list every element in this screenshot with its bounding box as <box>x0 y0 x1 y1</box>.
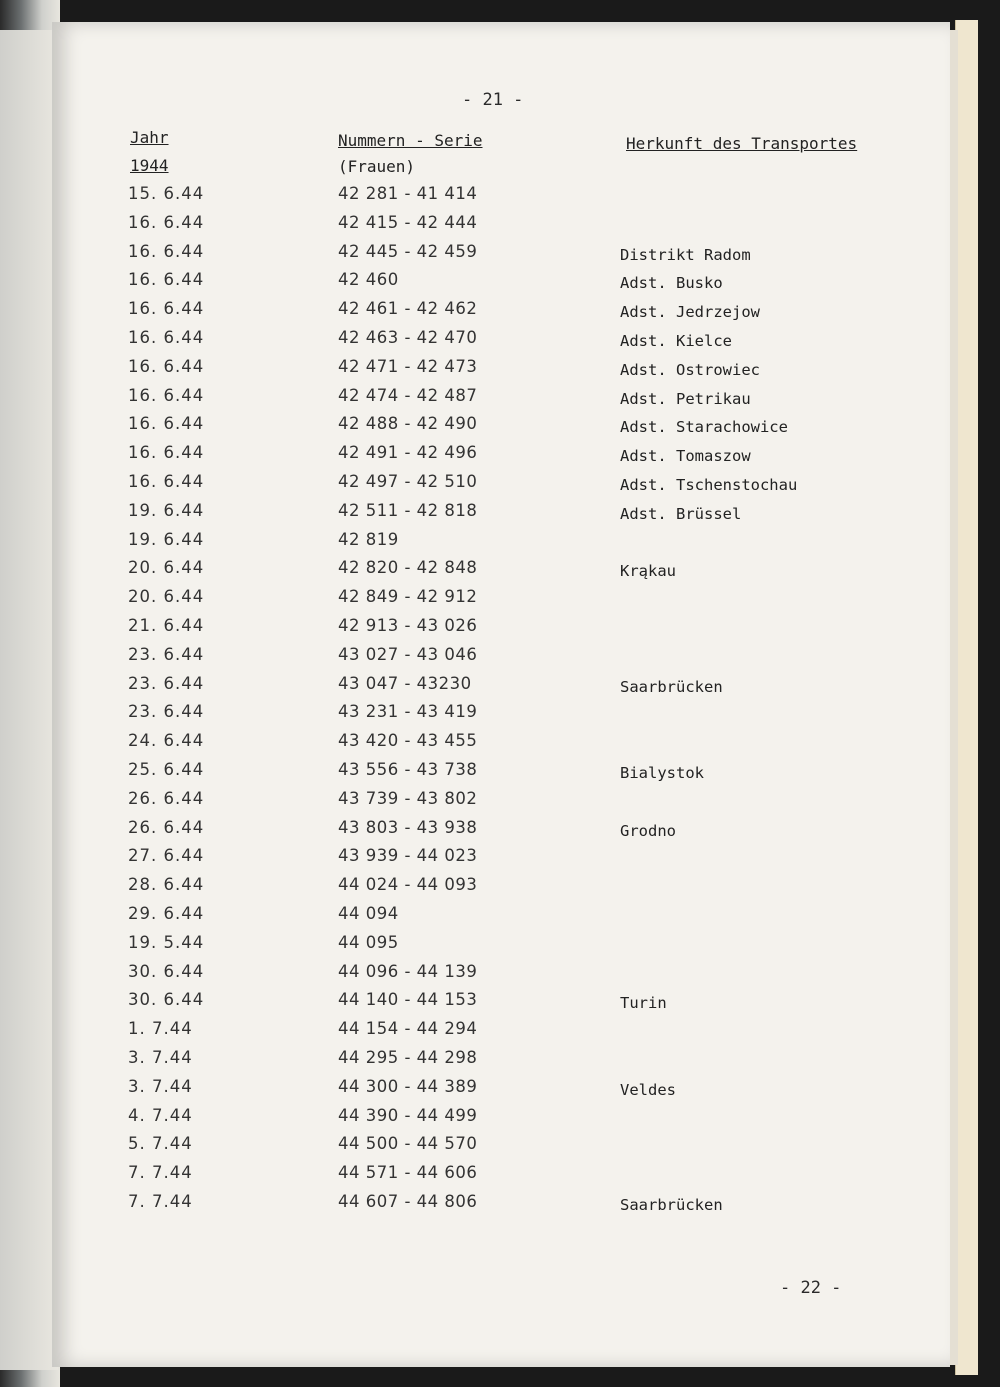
row-number-range: 42 461 - 42 462 <box>338 299 478 319</box>
table-row <box>0 789 1000 818</box>
table-row <box>0 587 1000 616</box>
table-row <box>0 760 1000 789</box>
table-row <box>0 299 1000 328</box>
row-number-range: 42 497 - 42 510 <box>338 472 478 491</box>
row-date: 20. 6.44 <box>128 558 205 578</box>
row-origin: Veldes <box>620 1080 676 1099</box>
row-date: 3. 7.44 <box>128 1076 193 1096</box>
row-number-range: 42 281 - 41 414 <box>338 184 478 203</box>
row-origin: Adst. Jedrzejow <box>620 303 760 322</box>
table-row <box>0 674 1000 703</box>
row-date: 30. 6.44 <box>128 961 205 981</box>
table-row <box>0 645 1000 674</box>
table-row <box>0 386 1000 415</box>
table-row <box>0 1192 1000 1221</box>
header-transport-origin: Herkunft des Transportes <box>626 134 858 153</box>
row-date: 16. 6.44 <box>128 299 205 319</box>
row-origin: Adst. Brüssel <box>620 504 742 523</box>
row-date: 19. 6.44 <box>128 500 205 520</box>
row-date: 16. 6.44 <box>128 356 205 376</box>
row-date: 21. 6.44 <box>128 616 205 635</box>
row-number-range: 42 820 - 42 848 <box>338 558 478 578</box>
row-number-range: 43 027 - 43 046 <box>338 644 478 664</box>
row-origin: Adst. Kielce <box>620 332 732 350</box>
row-origin: Saarbrücken <box>620 677 723 696</box>
row-date: 15. 6.44 <box>128 184 205 203</box>
header-women: (Frauen) <box>338 157 416 176</box>
row-number-range: 43 231 - 43 419 <box>338 702 478 722</box>
row-number-range: 44 154 - 44 294 <box>338 1019 478 1039</box>
row-number-range: 42 463 - 42 470 <box>338 328 478 347</box>
row-number-range: 42 460 <box>338 270 399 290</box>
row-date: 26. 6.44 <box>128 817 205 837</box>
row-date: 23. 6.44 <box>128 673 205 693</box>
row-number-range: 42 415 - 42 444 <box>338 212 478 232</box>
row-origin: Krąkau <box>620 562 676 581</box>
row-origin: Adst. Ostrowiec <box>620 360 760 379</box>
row-date: 16. 6.44 <box>128 212 205 232</box>
row-number-range: 42 511 - 42 818 <box>338 500 478 520</box>
table-row <box>0 904 1000 933</box>
table-row <box>0 933 1000 962</box>
row-date: 20. 6.44 <box>128 587 205 607</box>
row-number-range: 43 556 - 43 738 <box>338 760 478 779</box>
row-number-range: 43 739 - 43 802 <box>338 788 478 808</box>
row-date: 24. 6.44 <box>128 731 205 751</box>
row-number-range: 43 420 - 43 455 <box>338 731 478 751</box>
row-date: 16. 6.44 <box>128 414 205 434</box>
table-row <box>0 1048 1000 1077</box>
row-date: 16. 6.44 <box>128 385 205 405</box>
next-page-number: - 22 - <box>780 1278 842 1298</box>
table-row <box>0 472 1000 501</box>
row-origin: Adst. Tomaszow <box>620 447 751 466</box>
row-number-range: 42 488 - 42 490 <box>338 414 478 434</box>
row-date: 19. 5.44 <box>128 932 205 952</box>
row-date: 1. 7.44 <box>128 1019 193 1039</box>
row-number-range: 44 095 <box>338 932 399 952</box>
row-origin: Adst. Tschenstochau <box>620 476 798 494</box>
row-date: 19. 6.44 <box>128 529 205 549</box>
row-number-range: 43 939 - 44 023 <box>338 846 478 866</box>
row-date: 23. 6.44 <box>128 644 205 664</box>
table-row <box>0 818 1000 847</box>
row-origin: Saarbrücken <box>620 1196 723 1214</box>
table-row <box>0 558 1000 587</box>
row-number-range: 44 140 - 44 153 <box>338 990 478 1010</box>
table-row <box>0 702 1000 731</box>
row-date: 16. 6.44 <box>128 270 205 290</box>
table-row <box>0 213 1000 242</box>
page-number: - 21 - <box>462 90 524 110</box>
table-row <box>0 1077 1000 1106</box>
row-origin: Adst. Petrikau <box>620 389 751 408</box>
row-date: 7. 7.44 <box>128 1192 193 1211</box>
row-number-range: 44 295 - 44 298 <box>338 1048 478 1067</box>
row-origin: Distrikt Radom <box>620 245 751 264</box>
row-date: 3. 7.44 <box>128 1048 193 1067</box>
table-row <box>0 1134 1000 1163</box>
row-date: 23. 6.44 <box>128 702 205 722</box>
table-row <box>0 846 1000 875</box>
row-origin: Grodno <box>620 821 676 840</box>
table-row <box>0 270 1000 299</box>
row-date: 16. 6.44 <box>128 472 205 491</box>
row-number-range: 43 803 - 43 938 <box>338 817 478 837</box>
row-origin: Turin <box>620 994 667 1013</box>
table-row <box>0 242 1000 271</box>
header-year: Jahr <box>130 128 169 147</box>
row-date: 27. 6.44 <box>128 846 205 866</box>
row-number-range: 44 094 <box>338 904 399 923</box>
row-date: 16. 6.44 <box>128 443 205 463</box>
row-number-range: 44 571 - 44 606 <box>338 1163 478 1183</box>
table-row <box>0 990 1000 1019</box>
table-row <box>0 443 1000 472</box>
row-number-range: 42 471 - 42 473 <box>338 356 478 376</box>
row-origin: Bialystok <box>620 764 704 782</box>
row-number-range: 42 849 - 42 912 <box>338 587 478 607</box>
row-date: 26. 6.44 <box>128 788 205 808</box>
table-row <box>0 414 1000 443</box>
table-row <box>0 1106 1000 1135</box>
table-row <box>0 357 1000 386</box>
row-origin: Adst. Starachowice <box>620 418 788 437</box>
row-date: 5. 7.44 <box>128 1134 193 1154</box>
row-number-range: 42 474 - 42 487 <box>338 385 478 405</box>
row-date: 29. 6.44 <box>128 904 205 923</box>
table-row <box>0 962 1000 991</box>
row-number-range: 42 819 <box>338 529 399 549</box>
row-number-range: 44 390 - 44 499 <box>338 1105 478 1125</box>
header-number-series: Nummern - Serie <box>338 131 483 150</box>
row-origin: Adst. Busko <box>620 274 723 293</box>
row-date: 30. 6.44 <box>128 990 205 1010</box>
table-row <box>0 530 1000 559</box>
row-date: 28. 6.44 <box>128 875 205 895</box>
header-year-value: 1944 <box>130 156 169 175</box>
table-row <box>0 501 1000 530</box>
row-date: 16. 6.44 <box>128 328 205 347</box>
table-row <box>0 616 1000 645</box>
row-date: 25. 6.44 <box>128 760 205 779</box>
table-row <box>0 731 1000 760</box>
row-number-range: 42 445 - 42 459 <box>338 241 478 261</box>
row-number-range: 44 096 - 44 139 <box>338 961 478 981</box>
row-number-range: 42 913 - 43 026 <box>338 616 478 635</box>
table-row <box>0 1163 1000 1192</box>
row-number-range: 44 024 - 44 093 <box>338 875 478 895</box>
row-number-range: 44 300 - 44 389 <box>338 1076 478 1096</box>
table-row <box>0 184 1000 213</box>
row-date: 16. 6.44 <box>128 241 205 261</box>
row-number-range: 42 491 - 42 496 <box>338 443 478 463</box>
table-row <box>0 875 1000 904</box>
table-row <box>0 1019 1000 1048</box>
row-date: 7. 7.44 <box>128 1163 193 1183</box>
row-number-range: 43 047 - 43230 <box>338 673 472 693</box>
row-number-range: 44 607 - 44 806 <box>338 1192 478 1211</box>
row-date: 4. 7.44 <box>128 1105 193 1125</box>
row-number-range: 44 500 - 44 570 <box>338 1134 478 1154</box>
table-row <box>0 328 1000 357</box>
